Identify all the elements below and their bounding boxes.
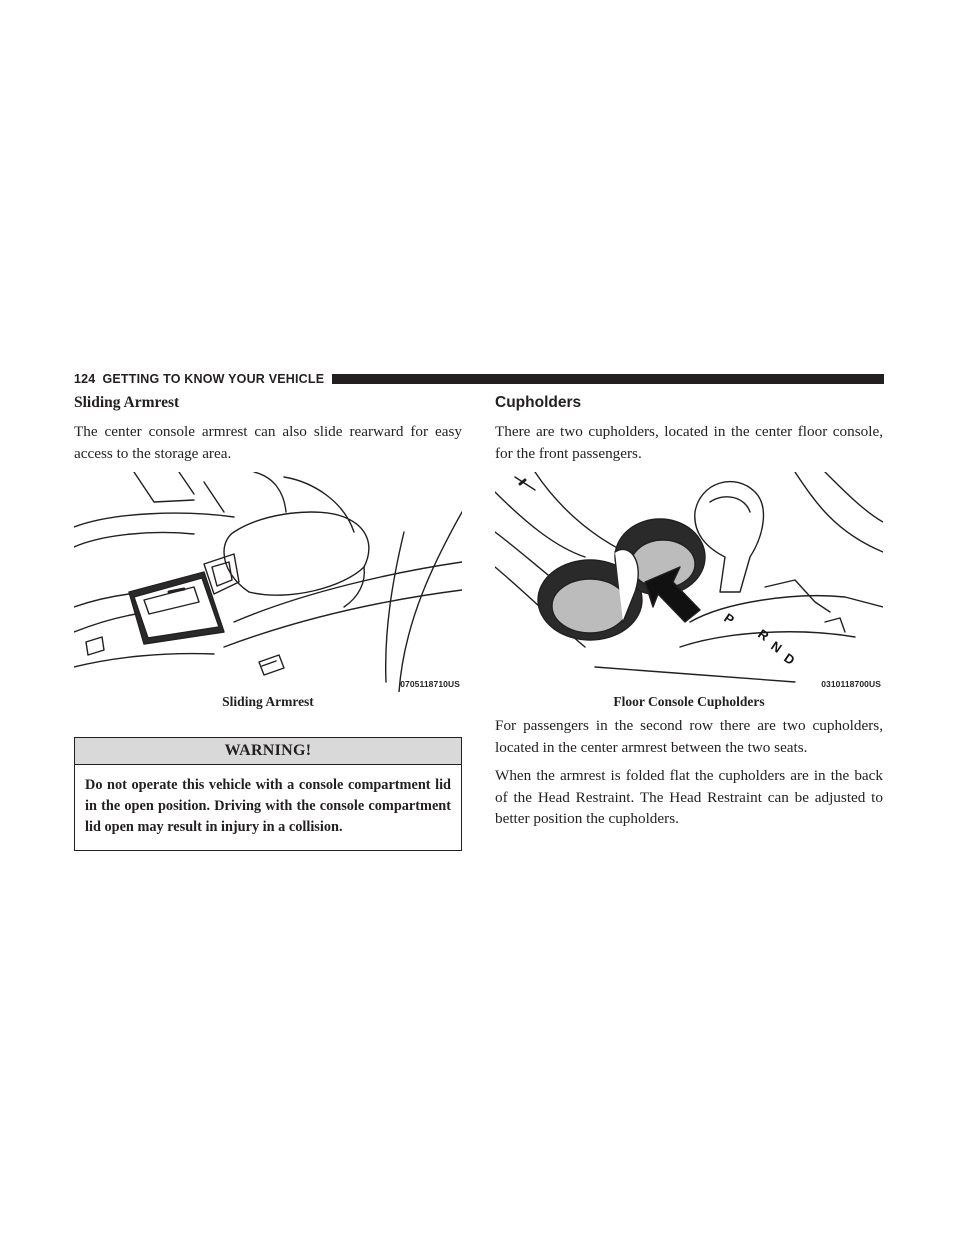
gear-letter-r: R [755, 626, 772, 644]
header-rule [332, 374, 884, 384]
warning-text: Do not operate this vehicle with a console compartment lid in the open position. Driving with the console compartment lid open may result in injury in a collision. [85, 777, 451, 835]
gear-letter-d: D [781, 650, 798, 668]
left-column [74, 392, 462, 851]
section-title: GETTING TO KNOW YOUR VEHICLE [102, 372, 325, 386]
sliding-armrest-heading: Sliding Armrest [74, 394, 180, 411]
figure-code: 0705118710US [400, 679, 460, 689]
page-number: 124 [74, 372, 96, 386]
cupholders-paragraph-1: There are two cupholders, located in the center floor console, for the front passengers. [495, 423, 883, 462]
sliding-armrest-paragraph: The center console armrest can also slide rearward for easy access to the storage area. [74, 423, 462, 462]
cupholders-figure [495, 472, 883, 712]
cupholders-illustration [495, 472, 883, 692]
warning-title: WARNING! [75, 738, 461, 765]
sliding-armrest-illustration [74, 472, 462, 692]
cupholders-paragraph-3: When the armrest is folded flat the cupholders are in the back of the Head Restraint. The Head Restraint can be adjusted to better position the cupholders. [495, 767, 883, 827]
sliding-armrest-figure [74, 472, 462, 712]
cupholders-heading: Cupholders [495, 394, 582, 411]
cupholders-paragraph-2: For passengers in the second row there are two cupholders, located in the center armrest between the two seats. [495, 717, 883, 756]
figure-caption: Floor Console Cupholders [613, 694, 765, 709]
right-column [495, 392, 883, 830]
warning-box [74, 737, 462, 851]
figure-caption: Sliding Armrest [222, 694, 314, 709]
gear-letter-p: P [721, 610, 737, 628]
gear-letter-n: N [768, 638, 785, 656]
figure-code: 0310118700US [821, 679, 881, 689]
running-header [74, 372, 884, 386]
